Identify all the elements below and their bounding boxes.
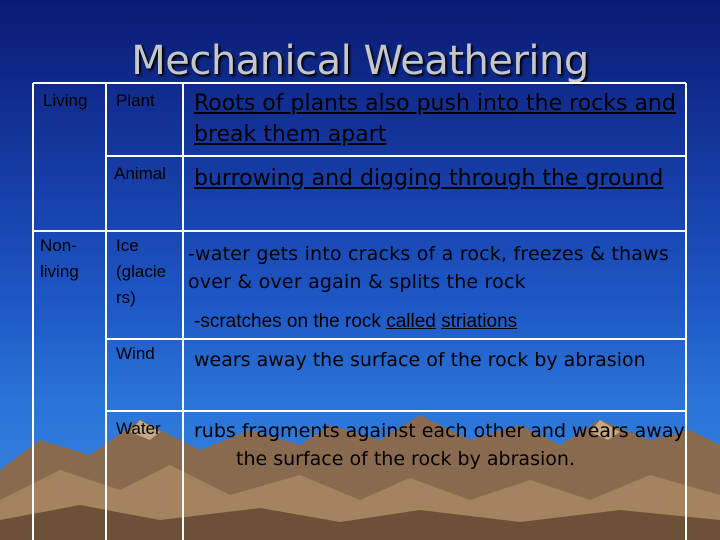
description-wind: wears away the surface of the rock by abrasion [194, 349, 646, 371]
description-ice-freeze-thaw: -water gets into cracks of a rock, freezes & thaws over & over again & splits the rock [188, 243, 669, 293]
agent-ice: Ice (glacie rs) [116, 236, 167, 307]
agent-water: Water [116, 419, 161, 438]
description-water: rubs fragments against each other and wears away the surface of the rock by abrasion. [194, 420, 685, 470]
agent-plant: Plant [116, 91, 155, 110]
striations-called: called [386, 311, 436, 332]
description-plant: Roots of plants also push into the rocks and break them apart [194, 91, 676, 147]
striations-text: -scratches on the rock [194, 311, 387, 332]
row-label-living: Living [43, 91, 88, 110]
striations-term: striations [441, 311, 518, 332]
description-ice-striations [194, 311, 680, 333]
description-animal: burrowing and digging through the ground [194, 166, 664, 191]
agent-animal: Animal [114, 164, 166, 183]
agent-wind: Wind [116, 344, 155, 363]
slide-title: Mechanical Weathering [131, 38, 589, 84]
row-label-nonliving: Non-living [40, 236, 79, 281]
